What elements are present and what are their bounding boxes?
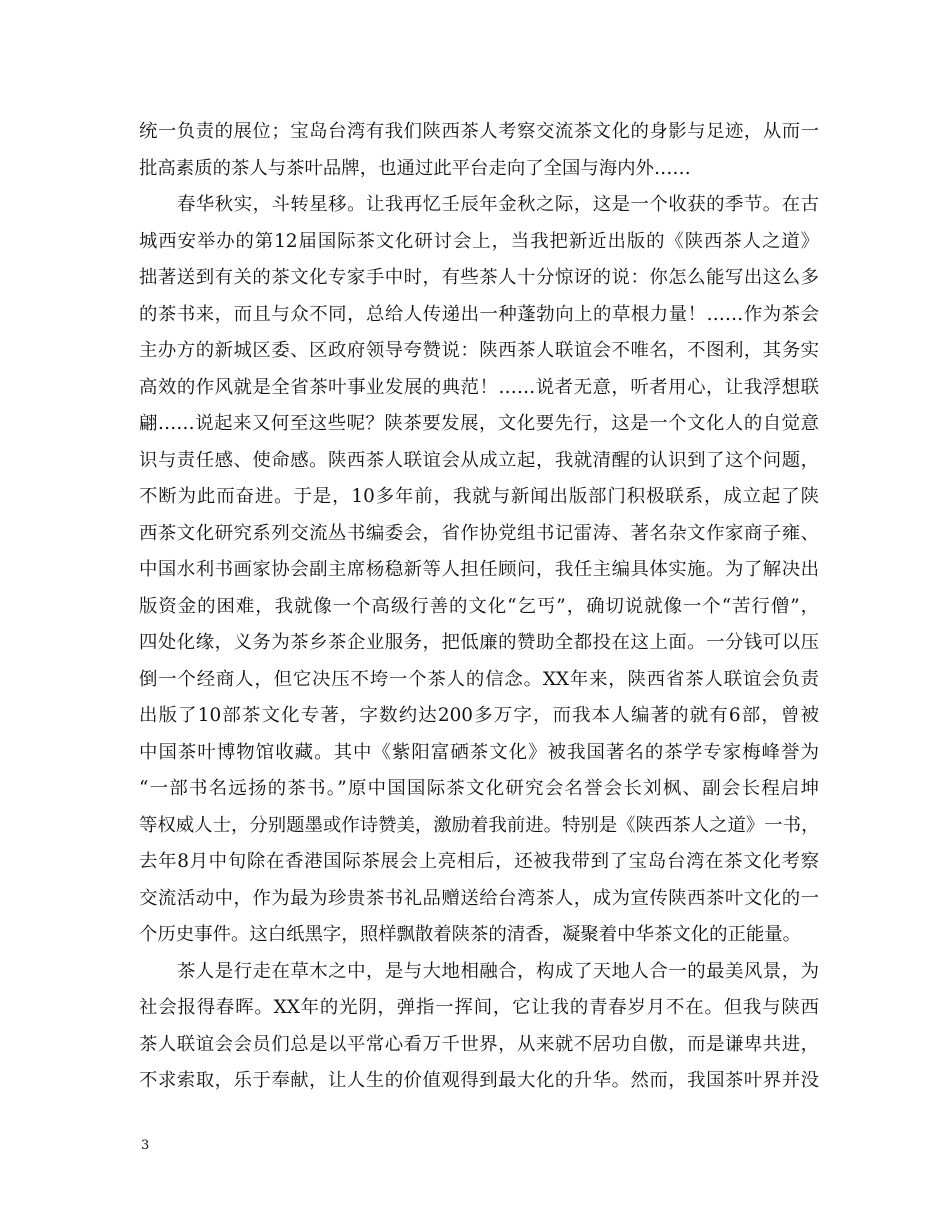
text-line: 翩……说起来又何至这些呢？陕茶要发展，文化要先行，这是一个文化人的自觉意 bbox=[139, 413, 819, 434]
text-line: “一部书名远扬的茶书。”原中国国际茶文化研究会名誉会长刘枫、副会长程启坤 bbox=[139, 778, 819, 799]
text-line: 拙著送到有关的茶文化专家手中时，有些茶人十分惊讶的说：你怎么能写出这么多 bbox=[139, 267, 819, 288]
text-line: 城西安举办的第12届国际茶文化研讨会上，当我把新近出版的《陕西茶人之道》 bbox=[139, 231, 819, 252]
text-line: 茶人联谊会会员们总是以平常心看万千世界，从来就不居功自傲，而是谦卑共进， bbox=[139, 1034, 819, 1055]
text-line: 中国水利书画家协会副主席杨稳新等人担任顾问，我任主编具体实施。为了解决出 bbox=[139, 559, 819, 580]
text-line: 交流活动中，作为最为珍贵茶书礼品赠送给台湾茶人，成为宣传陕西茶叶文化的一 bbox=[139, 888, 819, 909]
text-line: 统一负责的展位；宝岛台湾有我们陕西茶人考察交流茶文化的身影与足迹，从而一 bbox=[139, 121, 819, 142]
text-line: 春华秋实，斗转星移。让我再忆壬辰年金秋之际，这是一个收获的季节。在古 bbox=[177, 194, 819, 215]
text-line: 出版了10部茶文化专著，字数约达200多万字，而我本人编著的就有6部，曾被 bbox=[139, 705, 819, 726]
text-line: 茶人是行走在草木之中，是与大地相融合，构成了天地人合一的最美风景，为 bbox=[177, 961, 819, 982]
text-line: 中国茶叶博物馆收藏。其中《紫阳富硒茶文化》被我国著名的茶学专家梅峰誉为 bbox=[139, 742, 819, 763]
page-number: 3 bbox=[141, 1138, 150, 1153]
text-line: 不断为此而奋进。于是，10多年前，我就与新闻出版部门积极联系，成立起了陕 bbox=[139, 486, 819, 507]
text-line: 主办方的新城区委、区政府领导夸赞说：陕西茶人联谊会不唯名，不图利，其务实 bbox=[139, 340, 819, 361]
text-line: 的茶书来，而且与众不同，总给人传递出一种蓬勃向上的草根力量！……作为茶会 bbox=[139, 304, 819, 325]
text-line: 倒一个经商人，但它决压不垮一个茶人的信念。XX年来，陕西省茶人联谊会负责 bbox=[139, 669, 819, 690]
text-line: 高效的作风就是全省茶叶事业发展的典范！……说者无意，听者用心，让我浮想联 bbox=[139, 377, 819, 398]
text-line: 版资金的困难，我就像一个高级行善的文化“乞丐”，确切说就像一个“苦行僧”， bbox=[139, 596, 819, 617]
text-line: 四处化缘，义务为茶乡茶企业服务，把低廉的赞助全都投在这上面。一分钱可以压 bbox=[139, 632, 819, 653]
text-line: 等权威人士，分别题墨或作诗赞美，激励着我前进。特别是《陕西茶人之道》一书， bbox=[139, 815, 820, 836]
text-line: 不求索取，乐于奉献，让人生的价值观得到最大化的升华。然而，我国茶叶界并没 bbox=[139, 1070, 819, 1091]
text-line: 去年8月中旬除在香港国际茶展会上亮相后，还被我带到了宝岛台湾在茶文化考察 bbox=[139, 851, 819, 872]
text-line: 识与责任感、使命感。陕西茶人联谊会从成立起，我就清醒的认识到了这个问题， bbox=[139, 450, 819, 471]
text-line: 个历史事件。这白纸黑字，照样飘散着陕茶的清香，凝聚着中华茶文化的正能量。 bbox=[139, 924, 802, 945]
text-line: 西茶文化研究系列交流丛书编委会，省作协党组书记雷涛、著名杂文作家商子雍、 bbox=[139, 523, 819, 544]
text-line: 社会报得春晖。XX年的光阴，弹指一挥间，它让我的青春岁月不在。但我与陕西 bbox=[139, 997, 819, 1018]
text-line: 批高素质的茶人与茶叶品牌，也通过此平台走向了全国与海内外…… bbox=[139, 158, 691, 179]
